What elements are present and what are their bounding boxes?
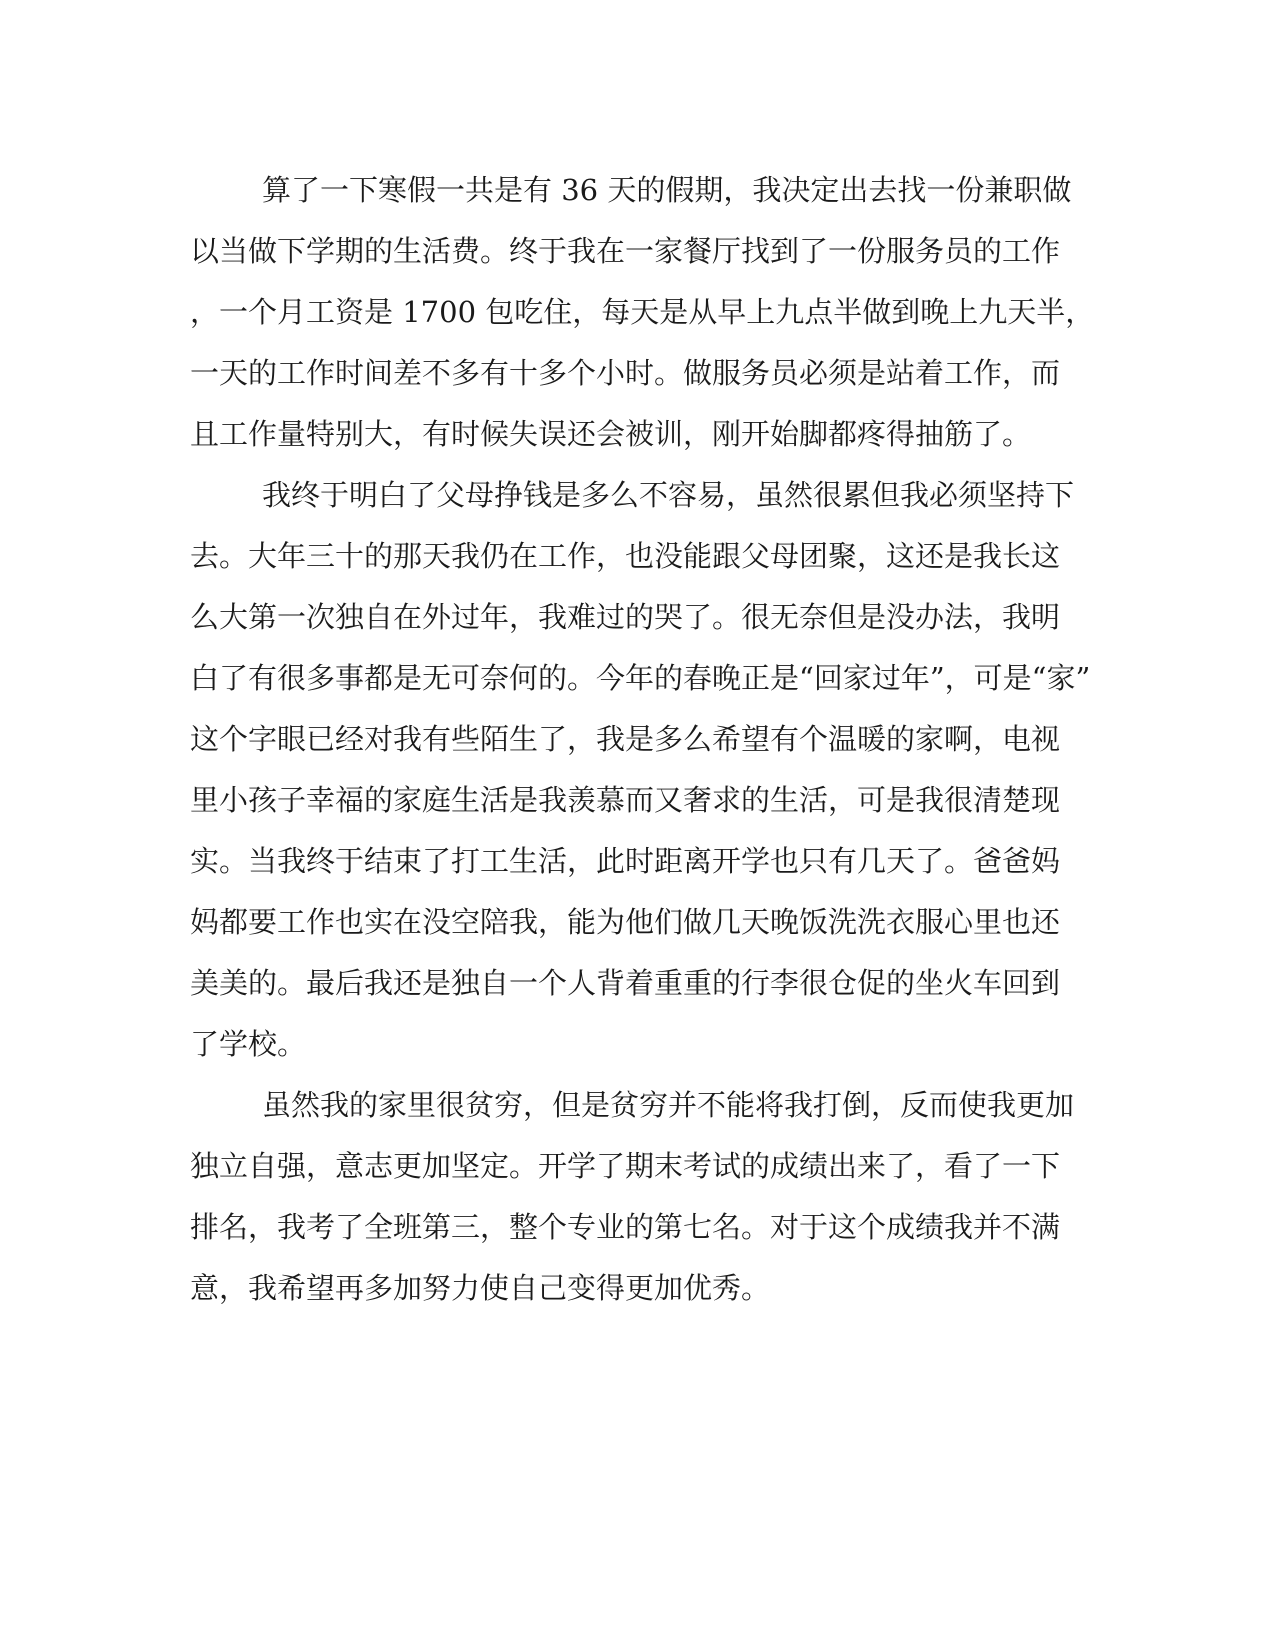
text-line: 去。大年三十的那天我仍在工作，也没能跟父母团聚，这还是我长这 [190, 539, 1061, 573]
paragraph-2 [190, 465, 1091, 1075]
text-line: 白了有很多事都是无可奈何的。今年的春晚正是“回家过年”，可是“家” [190, 661, 1091, 695]
text-line: 我终于明白了父母挣钱是多么不容易，虽然很累但我必须坚持下 [262, 478, 1075, 512]
text-line: 妈都要工作也实在没空陪我，能为他们做几天晚饭洗洗衣服心里也还 [190, 905, 1061, 939]
text-line: 且工作量特别大，有时候失误还会被训，刚开始脚都疼得抽筋了。 [190, 417, 1032, 451]
text-line: 里小孩子幸福的家庭生活是我羡慕而又奢求的生活，可是我很清楚现 [190, 783, 1061, 817]
text-line: 虽然我的家里很贫穷，但是贫穷并不能将我打倒，反而使我更加 [262, 1088, 1075, 1122]
text-line: 美美的。最后我还是独自一个人背着重重的行李很仓促的坐火车回到 [190, 966, 1061, 1000]
text-line: 意，我希望再多加努力使自己变得更加优秀。 [190, 1271, 771, 1305]
paragraph-3 [190, 1075, 1075, 1319]
text-line: 这个字眼已经对我有些陌生了，我是多么希望有个温暖的家啊，电视 [190, 722, 1061, 756]
text-line: 实。当我终于结束了打工生活，此时距离开学也只有几天了。爸爸妈 [190, 844, 1061, 878]
text-line: 以当做下学期的生活费。终于我在一家餐厅找到了一份服务员的工作 [190, 234, 1061, 268]
text-line: 么大第一次独自在外过年，我难过的哭了。很无奈但是没办法，我明 [190, 600, 1061, 634]
paragraph-1 [190, 160, 1095, 465]
text-line: 独立自强，意志更加坚定。开学了期末考试的成绩出来了，看了一下 [190, 1149, 1061, 1183]
text-line: 了学校。 [190, 1027, 307, 1061]
text-line: 算了一下寒假一共是有 36 天的假期，我决定出去找一份兼职做 [262, 173, 1072, 207]
document-body [190, 160, 1095, 1319]
text-line: 排名，我考了全班第三，整个专业的第七名。对于这个成绩我并不满 [190, 1210, 1061, 1244]
text-line: ，一个月工资是 1700 包吃住，每天是从早上九点半做到晚上九天半， [190, 295, 1095, 329]
text-line: 一天的工作时间差不多有十多个小时。做服务员必须是站着工作，而 [190, 356, 1061, 390]
